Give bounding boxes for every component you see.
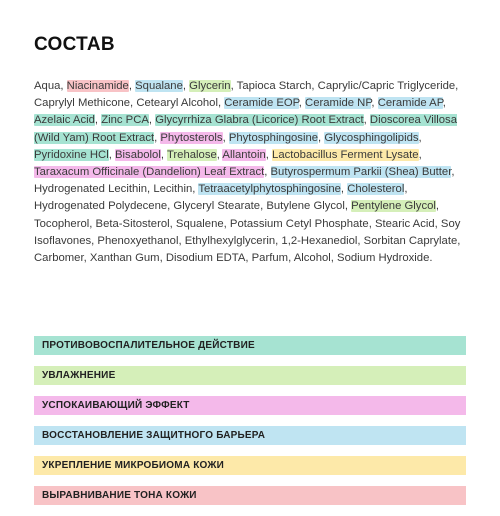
ingredient-highlight: Glycosphingolipids [324, 131, 419, 144]
ingredient-highlight: Dioscorea Villosa (Wild Yam) Root Extract [34, 114, 457, 144]
ingredient-highlight: Lactobacillus Ferment Lysate [272, 148, 419, 161]
ingredient-highlight: Tetraacetylphytosphingosine [198, 183, 341, 196]
legend-label: ВОССТАНОВЛЕНИЕ ЗАЩИТНОГО БАРЬЕРА [42, 430, 266, 441]
ingredient-highlight: Phytosphingosine [228, 131, 319, 144]
ingredient-text: Aqua, [34, 80, 67, 92]
ingredient-highlight: Squalane [135, 80, 183, 92]
ingredient-highlight: Bisabolol [115, 148, 161, 161]
ingredient-highlight: Glycerin [189, 80, 231, 92]
ingredient-highlight: Taraxacum Officinale (Dandelion) Leaf Extract [34, 166, 265, 179]
legend-label: УСПОКАИВАЮЩИЙ ЭФФЕКТ [42, 400, 190, 411]
ingredient-highlight: Ceramide EOP [224, 97, 299, 110]
ingredient-text: , [154, 131, 161, 144]
ingredient-text: , [418, 131, 422, 144]
ingredient-text: , Hydrogenated Lecithin, Lecithin, [34, 166, 455, 196]
ingredient-text: , [418, 148, 422, 161]
ingredient-text: , [128, 80, 136, 92]
ingredient-text: , [108, 148, 115, 161]
ingredient-highlight: Azelaic Acid [34, 114, 95, 127]
legend-item-soothing [34, 396, 466, 415]
ingredient-text: , Tocopherol, Beta-Sitosterol, Squalene, Potassium Cetyl Phosphate, Stearic Acid, Soy Isoflavones, Phenoxyethanol, Ethylhexylglycerin, 1,2-Hexanediol, Sorbitan Caprylate, Carbomer, Xanthan Gum, Disodium EDTA, Parfum, Alcohol, Sodium Hydroxide. [34, 200, 461, 265]
ingredient-text: , [148, 114, 156, 127]
ingredient-text: , [182, 80, 190, 92]
ingredient-text: , [363, 114, 370, 127]
ingredient-highlight: Cholesterol [347, 183, 405, 196]
legend-item-tone-evening [34, 486, 466, 505]
ingredient-highlight: Trehalose [166, 148, 217, 161]
legend-item-barrier-repair [34, 426, 466, 445]
ingredient-highlight: Pentylene Glycol [351, 200, 436, 213]
ingredient-text: , [340, 183, 348, 196]
ingredient-text: , [160, 148, 167, 161]
ingredient-highlight: Phytosterols [160, 131, 223, 144]
ingredient-highlight: Allantoin [222, 148, 266, 161]
ingredients-list [34, 78, 470, 267]
ingredient-text: , [298, 97, 306, 110]
legend-item-moisturizing [34, 366, 466, 385]
ingredient-text: , [371, 97, 378, 110]
legend-label: ВЫРАВНИВАНИЕ ТОНА КОЖИ [42, 490, 197, 501]
legend-label: УВЛАЖНЕНИЕ [42, 370, 116, 381]
ingredient-text: , Tapioca Starch, Caprylic/Capric Triglyceride, Caprylyl Methicone, Cetearyl Alcohol, [34, 80, 459, 110]
legend [34, 336, 466, 516]
ingredient-text: , Hydrogenated Polydecene, Glyceryl Stearate, Butylene Glycol, [34, 183, 408, 213]
ingredient-text: , [216, 148, 223, 161]
legend-label: УКРЕПЛЕНИЕ МИКРОБИОМА КОЖИ [42, 460, 224, 471]
ingredient-highlight: Butyrospermum Parkii (Shea) Butter [270, 166, 452, 179]
ingredient-highlight: Ceramide AP [377, 97, 443, 110]
legend-label: ПРОТИВОВОСПАЛИТЕЛЬНОЕ ДЕЙСТВИЕ [42, 340, 255, 351]
ingredient-highlight: Ceramide NP [305, 97, 372, 110]
ingredient-text: , [264, 166, 271, 179]
ingredient-highlight: Glycyrrhiza Glabra (Licorice) Root Extract [155, 114, 364, 127]
ingredient-text: , [94, 114, 102, 127]
ingredient-text: , [222, 131, 229, 144]
ingredient-text: , [442, 97, 446, 110]
page-title: СОСТАВ [34, 34, 115, 55]
legend-item-microbiome [34, 456, 466, 475]
ingredient-text: , [318, 131, 325, 144]
legend-item-anti-inflammatory [34, 336, 466, 355]
ingredient-highlight: Zinc PCA [101, 114, 149, 127]
ingredient-text: , [265, 148, 273, 161]
ingredient-highlight: Niacinamide [66, 80, 129, 92]
ingredient-highlight: Pyridoxine HCl [34, 148, 109, 161]
